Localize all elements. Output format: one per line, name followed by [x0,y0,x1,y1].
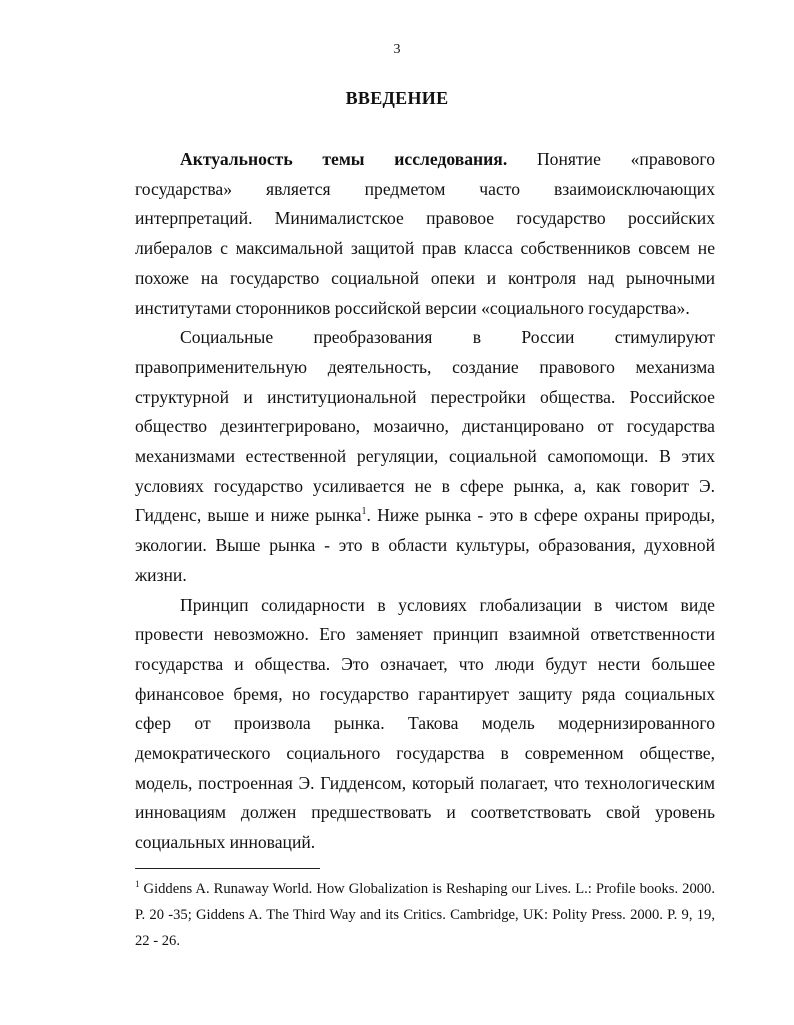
page-number: 3 [393,42,401,57]
paragraph-lead: Актуальность темы исследования. [180,149,508,169]
footnote-reference[interactable]: 1 [361,506,367,518]
paragraph-solidarity: Принцип солидарности в условиях глобализации в чистом виде провести невозможно. Его заменяет принцип взаимной ответственности государства и общества. Это означает, что люди будут нести большее финансовое бремя, но государство гарантирует защиту ряда социальных сфер от произвола рынка. Такова модель модернизированного демократического социального государства в современном обществе, модель, построенная Э. Гидденсом, который полагает, что технологическим инновациям должен предшествовать и соответствовать свой уровень социальных инноваций. [135,594,715,853]
section-heading: ВВЕДЕНИЕ [345,88,449,108]
body-text [135,145,715,858]
paragraph-text: . Ниже рынка - это в сфере охраны природы, экологии. Выше рынка - это в области культуры, образования, духовной жизни. [135,505,715,585]
paragraph-text: Социальные преобразования в России стимулируют правоприменительную деятельность, создание правового механизма структурной и институциональной перестройки общества. Российское общество дезинтегрировано, мозаично, дистанцировано от государства механизмами естественной регуляции, социальной самопомощи. В этих условиях государство усиливается не в сфере рынка, а, как говорит Э. Гидденс, выше и ниже рынка [135,327,715,526]
footnote-mark: 1 [135,879,140,890]
footnote [135,876,715,954]
paragraph-social-transformations [135,323,715,590]
paragraph-relevance [135,145,715,323]
footnote-text: Giddens A. Runaway World. How Globalization is Reshaping our Lives. L.: Profile books. 2000. P. 20 -35; Giddens A. The Third Way and its Critics. Cambridge, UK: Polity Press. 2000. P. 9, 19, 22 - 26. [135,881,715,949]
footnote-divider [135,868,320,869]
paragraph-text: Понятие «правового государства» является предметом часто взаимоисключающих интерпретаций. Минималистское правовое государство российских либералов с максимальной защитой прав класса собственников совсем не похоже на государство социальной опеки и контроля над рыночными институтами сторонников российской версии «социального государства». [135,149,715,318]
